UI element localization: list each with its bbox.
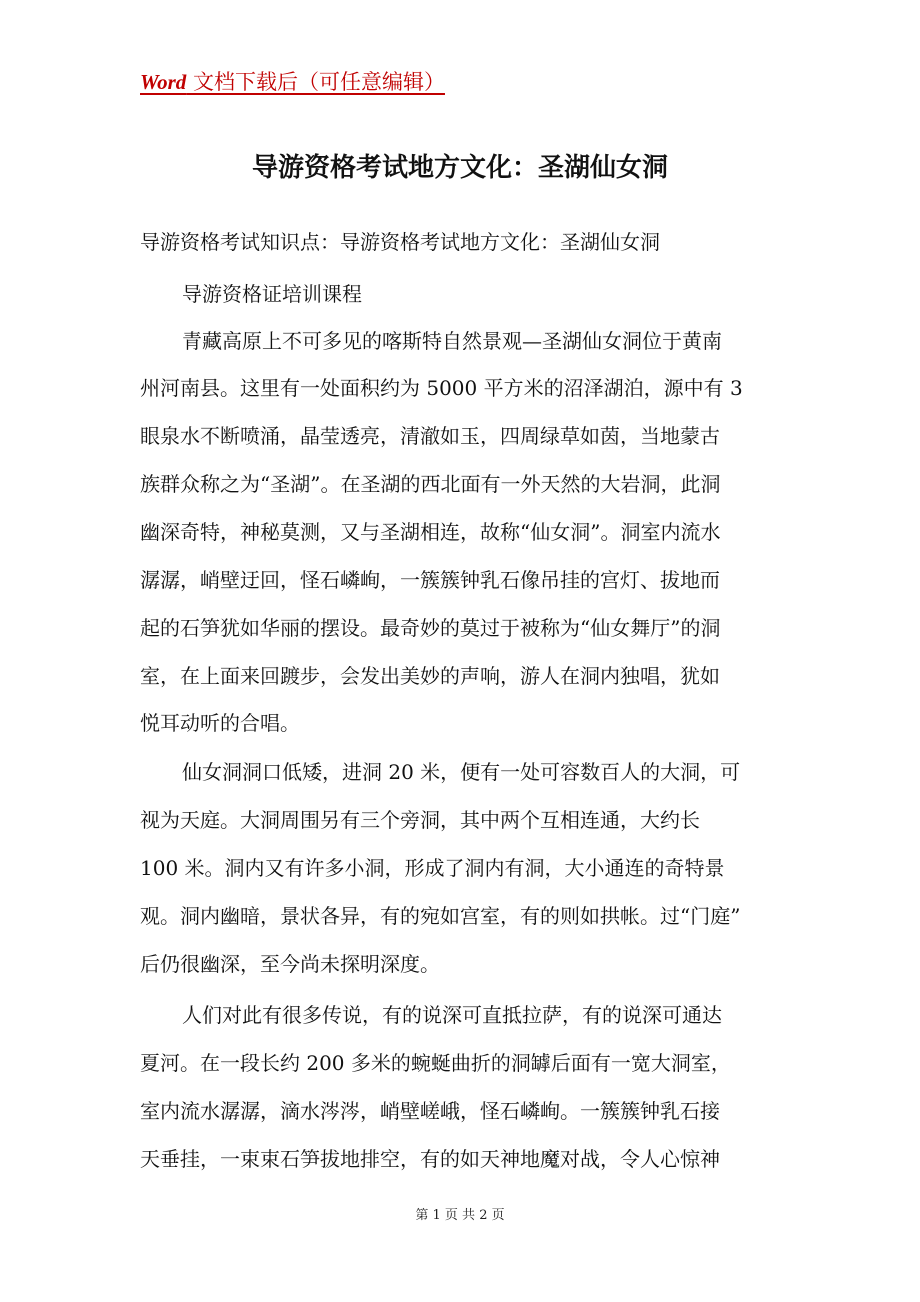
header-rest: 文档下载后（可任意编辑） bbox=[186, 70, 445, 94]
paragraph-1-line: 青藏高原上不可多见的喀斯特自然景观—圣湖仙女洞位于黄南 bbox=[182, 329, 722, 353]
page-number: 第 1 页 共 2 页 bbox=[415, 1208, 505, 1223]
intro-line: 导游资格考试知识点：导游资格考试地方文化：圣湖仙女洞 bbox=[140, 230, 660, 254]
paragraph-1-line: 室，在上面来回踱步，会发出美妙的声响，游人在洞内独唱，犹如 bbox=[140, 664, 720, 688]
paragraph-3-line: 夏河。在一段长约 200 多米的蜿蜒曲折的洞罅后面有一宽大洞室， bbox=[140, 1051, 731, 1075]
download-edit-link[interactable] bbox=[140, 66, 445, 98]
paragraph-3-line: 天垂挂，一束束石笋拔地排空，有的如天神地魔对战，令人心惊神 bbox=[140, 1147, 720, 1171]
paragraph-1-line: 悦耳动听的合唱。 bbox=[140, 711, 300, 735]
paragraph-1-line: 起的石笋犹如华丽的摆设。最奇妙的莫过于被称为“仙女舞厅”的洞 bbox=[140, 616, 721, 640]
paragraph-2-line: 视为天庭。大洞周围另有三个旁洞，其中两个互相连通，大约长 bbox=[140, 808, 700, 832]
paragraph-1-line: 潺潺，峭壁迂回，怪石嶙峋，一簇簇钟乳石像吊挂的宫灯、拔地而 bbox=[140, 568, 720, 592]
course-line: 导游资格证培训课程 bbox=[182, 282, 362, 306]
document-title: 导游资格考试地方文化：圣湖仙女洞 bbox=[251, 153, 668, 183]
paragraph-2-line: 后仍很幽深，至今尚未探明深度。 bbox=[140, 952, 440, 976]
paragraph-1-line: 州河南县。这里有一处面积约为 5000 平方米的沼泽湖泊，源中有 3 bbox=[140, 376, 743, 400]
paragraph-1-line: 幽深奇特，神秘莫测，又与圣湖相连，故称“仙女洞”。洞室内流水 bbox=[140, 520, 721, 544]
paragraph-2-line: 仙女洞洞口低矮，进洞 20 米，便有一处可容数百人的大洞，可 bbox=[182, 760, 741, 784]
paragraph-2-line: 观。洞内幽暗，景状各异，有的宛如宫室，有的则如拱帐。过“门庭” bbox=[140, 904, 741, 928]
header-word: Word bbox=[140, 70, 187, 94]
paragraph-3-line: 室内流水潺潺，滴水涔涔，峭壁嵯峨，怪石嶙峋。一簇簇钟乳石接 bbox=[140, 1099, 720, 1123]
paragraph-1-line: 眼泉水不断喷涌，晶莹透亮，清澈如玉，四周绿草如茵，当地蒙古 bbox=[140, 424, 720, 448]
paragraph-3-line: 人们对此有很多传说，有的说深可直抵拉萨，有的说深可通达 bbox=[182, 1003, 722, 1027]
paragraph-2-line: 100 米。洞内又有许多小洞，形成了洞内有洞，大小通连的奇特景 bbox=[140, 856, 725, 880]
paragraph-1-line: 族群众称之为“圣湖”。在圣湖的西北面有一外天然的大岩洞，此洞 bbox=[140, 472, 721, 496]
